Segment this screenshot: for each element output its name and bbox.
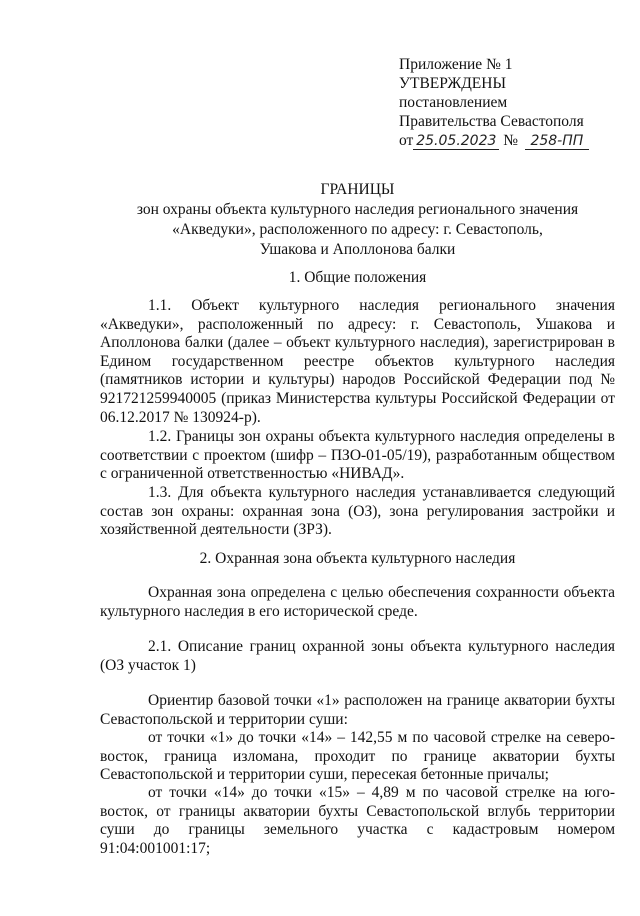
paragraph-1-1: 1.1. Объект культурного наследия регионального значения «Акведуки», расположенный по адресу: г. Севастополь, Ушакова и Аполлонова балки (далее – объект культурного наследия), зарегистрирован в Едином государственном реестре объектов культурного наследия (памятников истории и культуры) народов Российской Федерации под № 921721259940005 (приказ Министерства культуры Российской Федерации от 06.12.2017 № 130924-р). bbox=[100, 297, 615, 426]
paragraph-point-1-14: от точки «1» до точки «14» – 142,55 м по часовой стрелке на северо-восток, граница изломана, проходит по границе акватории бухты Севастопольской и территории суши, пересекая бетонные причалы; bbox=[100, 729, 615, 784]
appendix-label: Приложение № 1 bbox=[399, 56, 513, 73]
title-line-4: Ушакова и Аполлонова балки bbox=[259, 241, 456, 258]
paragraph-1-3: 1.3. Для объекта культурного наследия устанавливается следующий состав зон охраны: охранная зона (ОЗ), зона регулирования застройки и хозяйственной деятельности (ЗРЗ). bbox=[100, 484, 615, 539]
date-prefix: от bbox=[399, 132, 414, 149]
decree-label: постановлением bbox=[399, 94, 508, 111]
section-2-heading: 2. Охранная зона объекта культурного наследия bbox=[199, 550, 516, 567]
document-title bbox=[100, 180, 615, 260]
paragraph-base-point: Ориентир базовой точки «1» расположен на границе акватории бухты Севастопольской и территории суши: bbox=[100, 692, 615, 728]
government-label: Правительства Севастополя bbox=[399, 113, 584, 130]
section-1-heading: 1. Общие положения bbox=[288, 269, 427, 286]
approved-label: УТВЕРЖДЕНЫ bbox=[399, 75, 506, 92]
number-label: № bbox=[503, 132, 518, 149]
paragraph-point-14-15: от точки «14» до точки «15» – 4,89 м по часовой стрелке на юго-восток, от границы акватории бухты Севастопольской вглубь территории суши до границы земельного участка с кадастровым номером 91:04:001001:17; bbox=[100, 784, 615, 857]
title-line-2: зон охраны объекта культурного наследия регионального значения bbox=[136, 201, 579, 218]
title-line-3: «Акведуки», расположенного по адресу: г. Севастополь, bbox=[172, 221, 543, 238]
paragraph-2-intro: Охранная зона определена с целью обеспечения сохранности объекта культурного наследия в его исторической среде. bbox=[100, 584, 615, 620]
paragraph-2-1: 2.1. Описание границ охранной зоны объекта культурного наследия (ОЗ участок 1) bbox=[100, 638, 615, 674]
paragraph-1-2: 1.2. Границы зон охраны объекта культурного наследия определены в соответствии с проектом (шифр – ПЗО-01-05/19), разработанным обществом с ограниченной ответственностью «НИВАД». bbox=[100, 428, 615, 483]
decree-date-number bbox=[399, 131, 629, 150]
handwritten-date: 25.05.2023 bbox=[413, 134, 499, 150]
title-main: ГРАНИЦЫ bbox=[320, 181, 395, 198]
handwritten-number: 258-ПП bbox=[525, 134, 589, 150]
approval-block bbox=[399, 55, 629, 150]
